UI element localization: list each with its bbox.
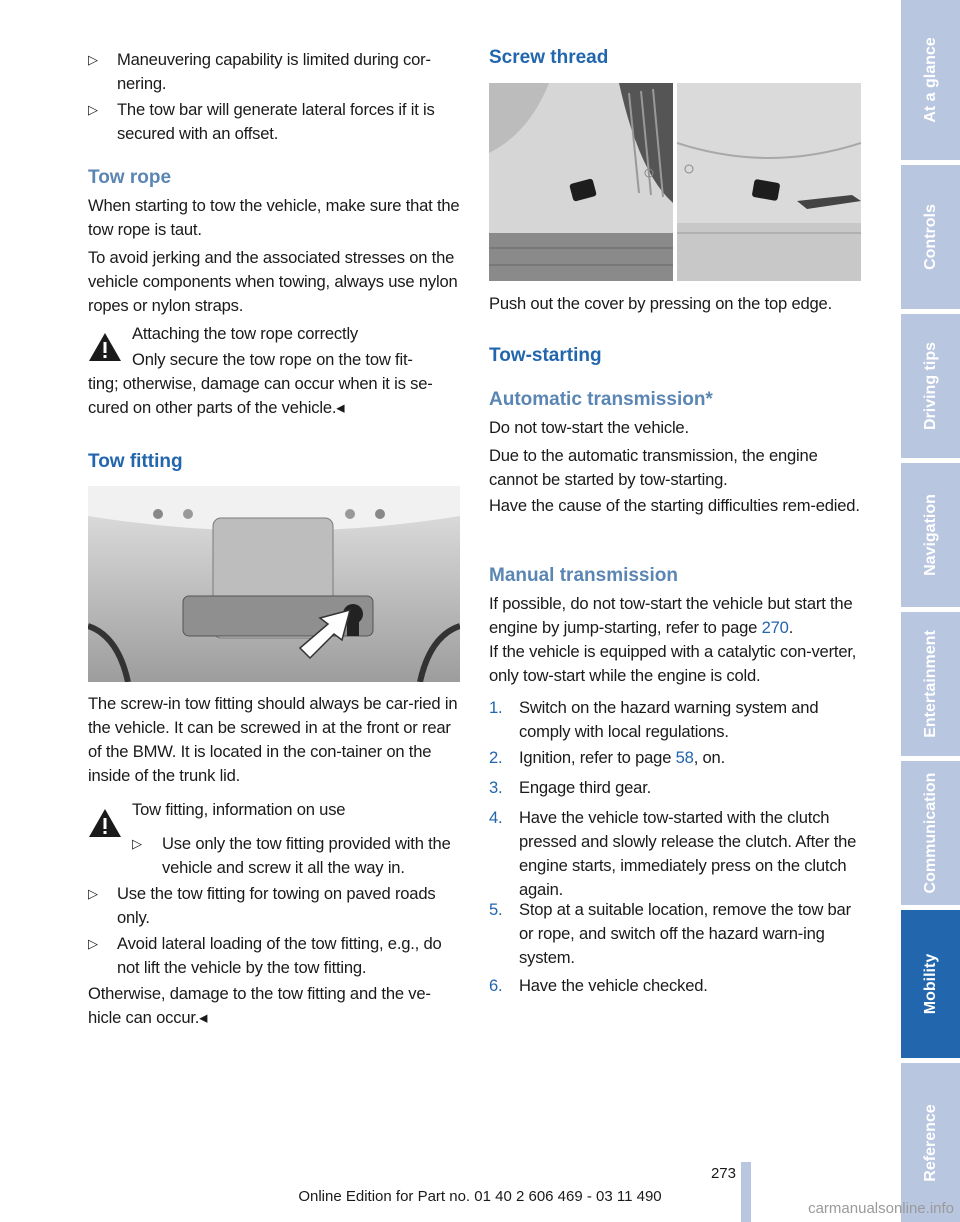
screw-thread-caption: Push out the cover by pressing on the top edge. — [489, 294, 832, 313]
step-item: 6. Have the vehicle checked. — [489, 974, 861, 998]
step-number: 5. — [489, 900, 503, 919]
screw-thread-heading: Screw thread — [489, 47, 609, 68]
automatic-transmission-heading: Automatic transmission* — [489, 389, 713, 410]
step-item: 4. Have the vehicle tow-started with the clutch pressed and slowly release the clutch. After the engine starts, immediately press on the clutch again. — [489, 808, 857, 899]
triangle-bullet-icon: ▷ — [132, 836, 142, 851]
automatic-paragraph: Due to the automatic transmission, the engine cannot be started by tow-starting. — [489, 446, 818, 489]
tab-at-a-glance[interactable]: At a glance — [901, 0, 960, 160]
warning-text: Only secure the tow rope on the tow fit- — [132, 350, 413, 369]
tow-rope-paragraph: To avoid jerking and the associated stresses on the vehicle components when towing, always use nylon ropes or nylon straps. — [88, 248, 458, 315]
tow-fitting-paragraph: The screw-in tow fitting should always be car-ried in the vehicle. It can be screwed in at the front or rear of the BMW. It is located in the con-tainer on the inside of the trunk lid. — [88, 694, 458, 785]
automatic-paragraph: Do not tow-start the vehicle. — [489, 418, 689, 437]
tab-controls[interactable]: Controls — [901, 165, 960, 309]
warning-title: Attaching the tow rope correctly — [132, 324, 359, 343]
page-link-270[interactable]: 270 — [761, 618, 789, 637]
bullet-item: ▷ The tow bar will generate lateral forces if it is secured with an offset. — [88, 100, 435, 143]
warning-title: Tow fitting, information on use — [132, 800, 346, 819]
tab-driving-tips[interactable]: Driving tips — [901, 314, 960, 458]
tow-fitting-closing: Otherwise, damage to the tow fitting and the ve-hicle can occur.◂ — [88, 984, 431, 1027]
tab-navigation[interactable]: Navigation — [901, 463, 960, 607]
front-bumper-photo — [489, 83, 673, 281]
step-number: 2. — [489, 748, 503, 767]
triangle-bullet-icon: ▷ — [88, 52, 98, 67]
step-item: 2. Ignition, refer to page 58, on. — [489, 746, 861, 770]
bullet-item: ▷ Use the tow fitting for towing on paved roads only. — [88, 884, 436, 927]
triangle-bullet-icon: ▷ — [88, 102, 98, 117]
front-bumper-illustration — [489, 83, 673, 281]
manual-transmission-heading: Manual transmission — [489, 565, 678, 586]
tow-rope-heading: Tow rope — [88, 167, 172, 188]
tab-reference[interactable]: Reference — [901, 1063, 960, 1222]
manual-paragraph: If possible, do not tow-start the vehicle but start the engine by jump-starting, refer to page 270. — [489, 594, 853, 637]
step-number: 6. — [489, 976, 503, 995]
tab-communication[interactable]: Communication — [901, 761, 960, 905]
warning-bullet: ▷ Use only the tow fitting provided with the vehicle and screw it all the way in. — [132, 834, 451, 877]
watermark: carmanualsonline.info — [808, 1200, 954, 1217]
step-item: 5. Stop at a suitable location, remove the tow bar or rope, and switch off the hazard warn-ing system. — [489, 900, 851, 967]
chapter-sidebar — [901, 0, 960, 1222]
warning-text: ting; otherwise, damage can occur when it is se-cured on other parts of the vehicle.◂ — [88, 374, 433, 417]
trunk-lid-illustration — [88, 486, 460, 682]
tow-rope-paragraph: When starting to tow the vehicle, make sure that the tow rope is taut. — [88, 196, 460, 239]
manual-paragraph: If the vehicle is equipped with a catalytic con-verter, only tow-start while the engine is cold. — [489, 642, 857, 685]
trunk-lid-photo — [88, 486, 460, 682]
step-number: 3. — [489, 778, 503, 797]
step-number: 1. — [489, 698, 503, 717]
triangle-bullet-icon: ▷ — [88, 936, 98, 951]
bullet-item: ▷ Avoid lateral loading of the tow fitting, e.g., do not lift the vehicle by the tow fitting. — [88, 934, 442, 977]
tab-entertainment[interactable]: Entertainment — [901, 612, 960, 756]
step-item: 1. Switch on the hazard warning system and comply with local regulations. — [489, 698, 819, 741]
tow-fitting-heading: Tow fitting — [88, 451, 183, 472]
page-link-58[interactable]: 58 — [675, 748, 694, 767]
rear-bumper-illustration — [677, 83, 861, 281]
tow-starting-heading: Tow-starting — [489, 345, 602, 366]
bullet-item: ▷ Maneuvering capability is limited during cor-nering. — [88, 50, 431, 93]
rear-bumper-photo — [677, 83, 861, 281]
automatic-paragraph: Have the cause of the starting difficulties rem-edied. — [489, 496, 860, 515]
step-number: 4. — [489, 808, 503, 827]
step-item: 3. Engage third gear. — [489, 776, 861, 800]
edition-footer: Online Edition for Part no. 01 40 2 606 469 - 03 11 490 — [298, 1188, 662, 1205]
triangle-bullet-icon: ▷ — [88, 886, 98, 901]
page-number: 273 — [710, 1165, 736, 1182]
tab-mobility[interactable]: Mobility — [901, 910, 960, 1058]
